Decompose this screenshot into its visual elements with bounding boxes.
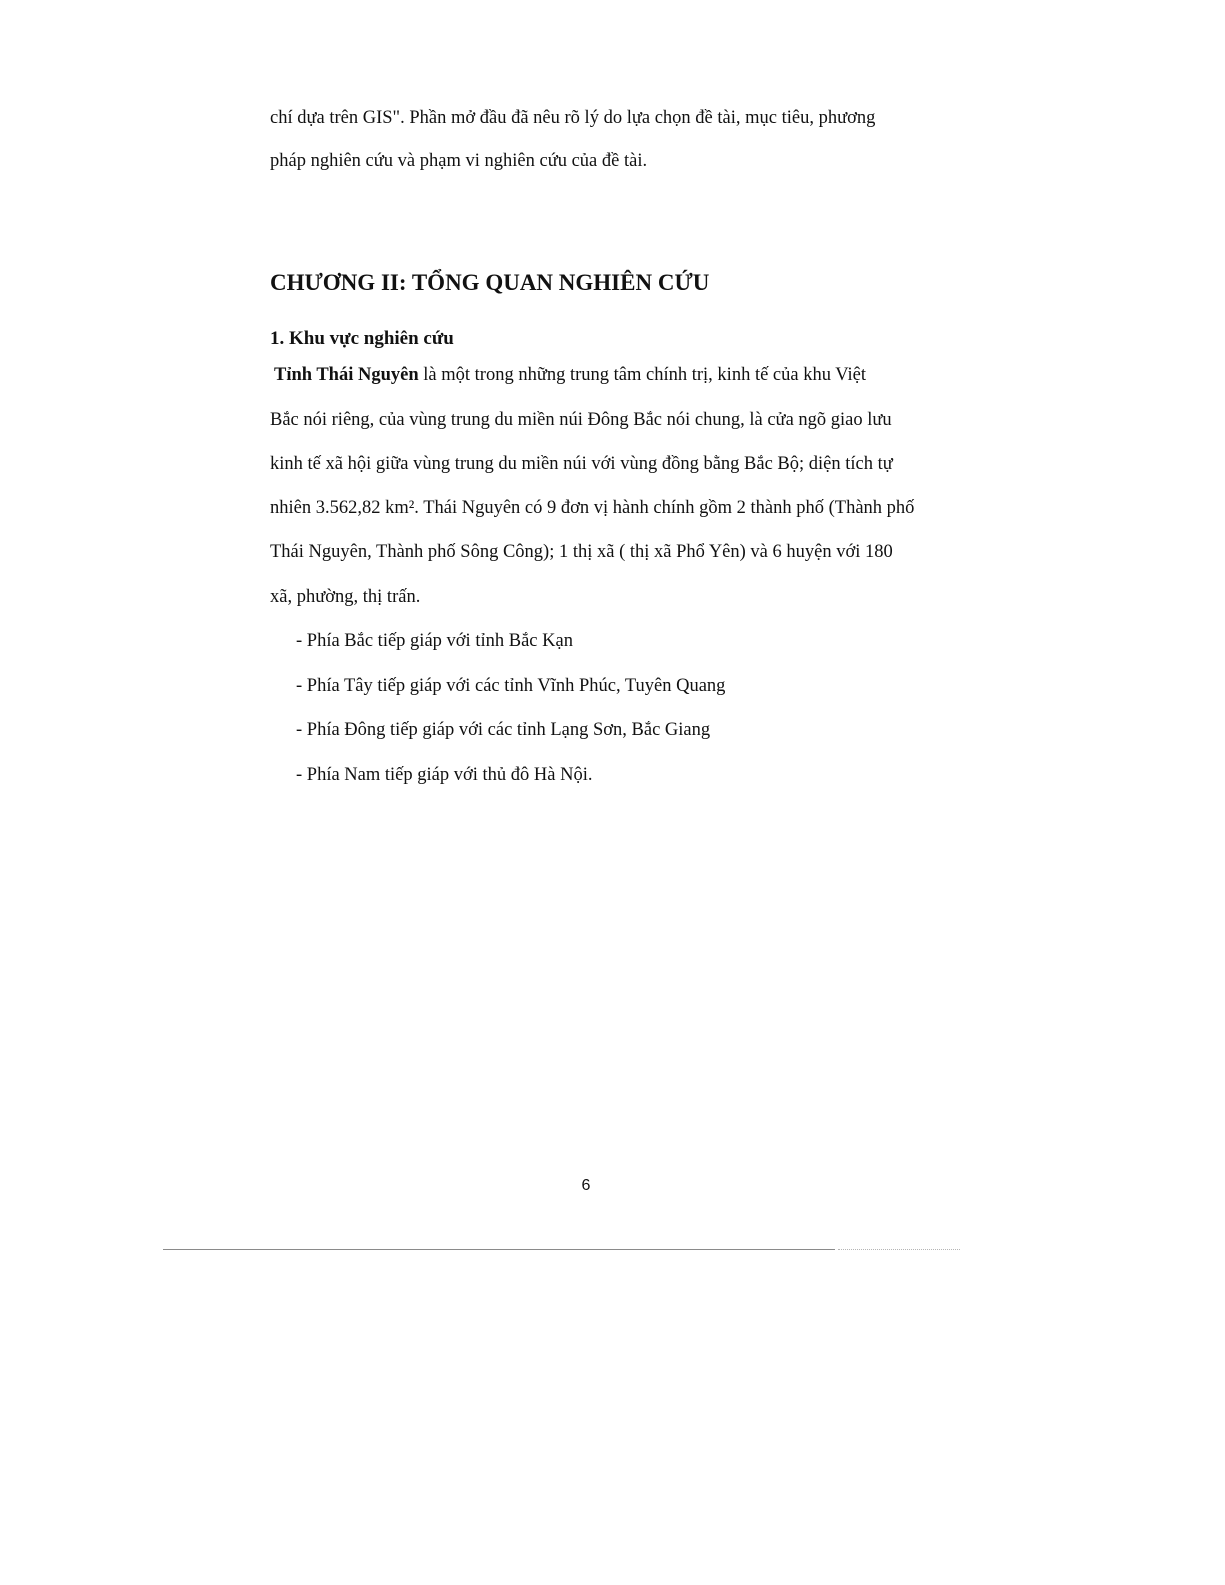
paragraph-line-4: nhiên 3.562,82 km². Thái Nguyên có 9 đơn vị hành chính gồm 2 thành phố (Thành phố — [270, 498, 915, 518]
paragraph-line-3: kinh tế xã hội giữa vùng trung du miền núi với vùng đồng bằng Bắc Bộ; diện tích tự — [270, 454, 893, 474]
border-north: - Phía Bắc tiếp giáp với tỉnh Bắc Kạn — [296, 631, 573, 651]
province-name-bold: Tỉnh Thái Nguyên — [274, 365, 419, 385]
intro-line-2: pháp nghiên cứu và phạm vi nghiên cứu của đề tài. — [270, 151, 648, 171]
paragraph-line-1 — [274, 363, 866, 387]
paragraph-line-5: Thái Nguyên, Thành phố Sông Công); 1 thị xã ( thị xã Phổ Yên) và 6 huyện với 180 — [270, 542, 893, 562]
paragraph-line-6: xã, phường, thị trấn. — [270, 587, 421, 607]
footer-divider — [163, 1249, 835, 1250]
footer-divider-dotted — [838, 1249, 960, 1250]
paragraph-line-2: Bắc nói riêng, của vùng trung du miền núi Đông Bắc nói chung, là cửa ngõ giao lưu — [270, 410, 892, 430]
page-number: 6 — [581, 1177, 591, 1194]
intro-line-1: chí dựa trên GIS". Phần mở đầu đã nêu rõ lý do lựa chọn đề tài, mục tiêu, phương — [270, 108, 876, 128]
paragraph-line-1-text: là một trong những trung tâm chính trị, kinh tế của khu Việt — [418, 365, 867, 385]
chapter-title: CHƯƠNG II: TỔNG QUAN NGHIÊN CỨU — [270, 270, 710, 295]
border-east: - Phía Đông tiếp giáp với các tỉnh Lạng Sơn, Bắc Giang — [296, 720, 711, 740]
border-south: - Phía Nam tiếp giáp với thủ đô Hà Nội. — [296, 765, 593, 785]
border-west: - Phía Tây tiếp giáp với các tỉnh Vĩnh Phúc, Tuyên Quang — [296, 676, 726, 696]
section-heading: 1. Khu vực nghiên cứu — [270, 328, 454, 349]
